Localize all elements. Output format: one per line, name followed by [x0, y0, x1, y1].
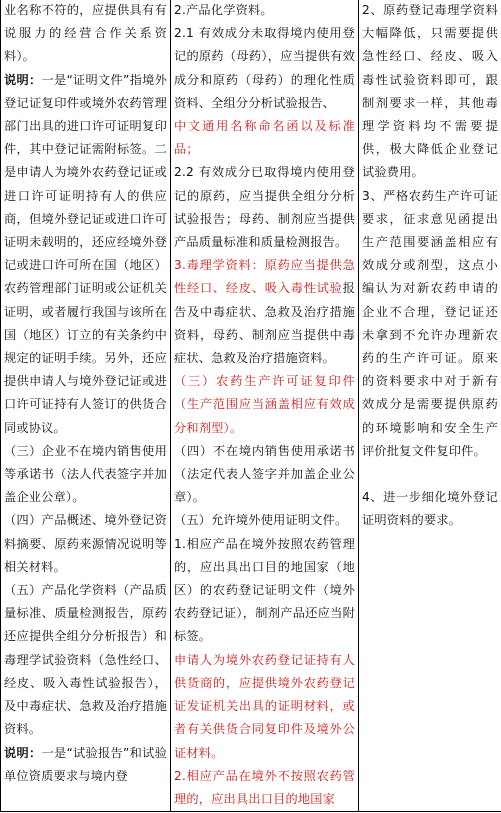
paragraph-highlight: （三）农药生产许可证复印件（生产范围应当涵盖相应有效成分和剂型）。 [174, 374, 355, 435]
paragraph: 2.1 有效成分未取得境内使用登记的原药（母药），应当提供有效成分和原药（母药）的理化性质资料、全组分分析试验报告、 [174, 26, 355, 110]
paragraph-highlight: 2.相应产品在境外不按照农药管理的，应出具出口目的地国家 [174, 768, 355, 806]
highlight-text: 3.毒理学资料：原药应当提供急性经口、经皮、吸入毒性试验 [174, 258, 355, 296]
paragraph: 2.产品化学资料。 [174, 3, 273, 17]
paragraph: 说明：一是“试验报告”和试验单位资质要求与境内登 [4, 745, 167, 783]
note-lead: 说明： [4, 72, 42, 87]
column-original-requirements [1, 0, 171, 812]
paragraph: 3.毒理学资料：原药应当提供急性经口、经皮、吸入毒性试验报告及中毒症状、急救及治疗措施资料，母药、制剂应当提供中毒症状、急救及治疗措施资料。 [174, 258, 355, 366]
paragraph: 2.2 有效成分已取得境内使用登记的原药，应当提供全组分分析试验报告；母药、制剂应当提供产品质量标准和质量检测报告。 [174, 165, 355, 250]
table-row [1, 0, 501, 812]
spacer [362, 463, 498, 486]
paragraph: 说明：一是“证明文件”指境外登记证复印件或境外农药管理部门出具的进口许可证明复印件，其中登记证需附标签。二是申请人为境外农药登记证或进口许可证明持有人的供应商，但境外登记证或进口许可证明未载明的，还应经境外登记或进口许可所在国（地区）农药管理部门证明或公证机关证明，或者履行我国与该所在国（地区）订立的有关条约中规定的证明手续。另外，还应提供申请人与境外登记证或进口许可证持有人签订的供货合同或协议。 [4, 72, 167, 435]
paragraph: （五）允许境外使用证明文件。 [174, 513, 348, 528]
paragraph: 2、原药登记毒理学资料大幅降低，只需要提供急性经口、经皮、吸入毒性试验资料即可，跟制剂要求一样，其他毒理学资料均不需要提供，极大降低企业登记试验费用。 [362, 3, 498, 180]
paragraph: 4、进一步细化境外登记证明资料的要求。 [362, 490, 498, 528]
paragraph: （三）企业不在境内销售使用等承诺书（法人代表签字并加盖企业公章）。 [4, 443, 167, 505]
paragraph: 3、严格农药生产许可证要求，征求意见函提出生产范围要涵盖相应有效成分或剂型，这点小编认为对新农药申请的企业不合理，登记证还未拿到不允许办理新农药的生产许可证。原来的资料要求中对于新有效成分是需要提供原药的环境影响和安全生产评价批复文件复印件。 [362, 188, 498, 458]
paragraph: 1.相应产品在境外按照农药管理的，应出具出口目的地国家（地区）的农药登记证明文件（境外农药登记证），制剂产品还应当附标签。 [174, 536, 355, 644]
note-lead: 说明： [4, 745, 42, 760]
paragraph-highlight: 中文通用名称命名函以及标准品； [174, 119, 355, 157]
column-draft-requirements [171, 0, 359, 812]
paragraph-highlight: 申请人为境外农药登记证持有人供货商的，应提供境外农药登记证发证机关出具的证明材料，或者有关供货合同复印件及境外公证材料。 [174, 652, 355, 760]
paragraph: （四）产品概述、境外登记资料摘要、原药来源情况说明等相关材料。 [4, 513, 167, 574]
column-commentary [359, 0, 501, 812]
paragraph: 业名称不符的，应提供具有有说服力的经营合作关系资料）。 [4, 3, 167, 64]
paragraph: （四）不在境内销售使用承诺书（法定代表人签字并加盖企业公章）。 [174, 443, 355, 505]
paragraph: （五）产品化学资料（产品质量标准、质量检测报告，原药还应提供全组分分析报告）和毒理学试验资料（急性经口、经皮、吸入毒性试验报告），及中毒症状、急救及治疗措施资料。 [4, 583, 167, 737]
